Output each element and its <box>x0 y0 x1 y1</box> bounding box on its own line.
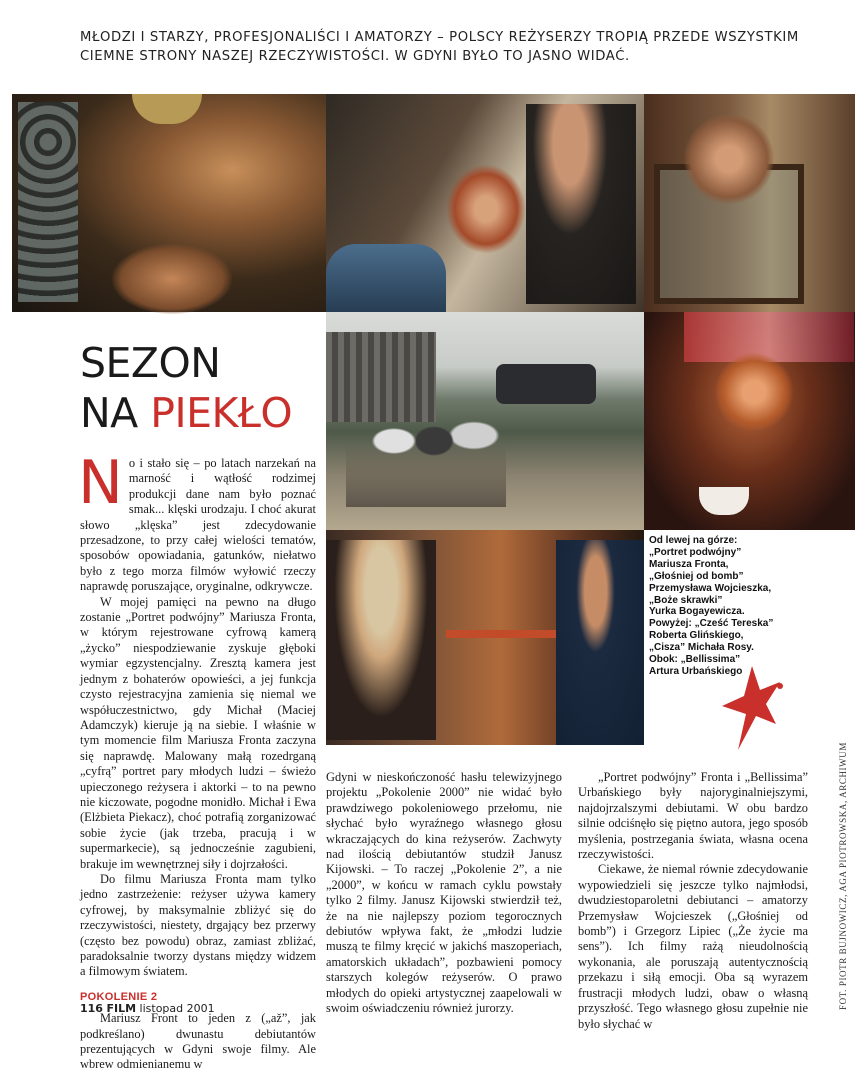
article-column-1: No i stało się – po latach narzekań na marność i wątłość rodzimej produkcji dane nam było poznać smak... klęski urodzaju. I choć akurat słowo „klęska” jest zdecydowanie przesadzone, to przy całej wielości tematów, sposobów opowiadania, gatunków, niełatwo było z tego morza filmów wyłowić rzeczy naprawdę poruszające, oryginalne, odkrywcze. W mojej pamięci na pewno na długo zostanie „Portret podwójny” Mariusza Fronta, w którym rejestrowane cyfrową kamerą „życko” niespodziewanie zyskuje głęboki wymiar egzystencjalny. Zresztą kamera jest jednym z bohaterów opowieści, a jej funkcja czysto rejestracyjna zamienia się niemal we współuczestnictwo, gdy Michał (Maciej Adamczyk) kieruje ją na siebie. I właśnie w tym momencie film Mariusza Fronta zaczyna się naprawdę. Malowany małą rozedrganą „cyfrą” portret pary młodych ludzi – świeżo upieczonego reżysera i aktorki – to na pewno nie kiczowate, pogodne monidło. Michał i Ewa (Elżbieta Piekacz), choć potrafią zorganizować sobie życie (jak trzeba, pracują i w supermarkecie), są jednocześnie zagubieni, brakuje im wewnętrznej siły i dojrzałości. Do filmu Mariusza Fronta mam tylko jedno zastrzeżenie: reżyser używa kamery cyfrowej, by maksymalnie zbliżyć się do rzeczywistości, niestety, drgający bez przerwy (często bez powodu) obraz, zamiast zbliżać, paradoksalnie tworzy dystans między widzem a filmowym światem. POKOLENIE 2 Mariusz Front to jeden z („až”, jak podkreślano) dwunastu debiutantów prezentujących w Gdyni swoje filmy. Ale wbrew odmienianemu w <box>78 448 316 1072</box>
festival-logo-icon <box>718 662 788 752</box>
still-portret-podwojny <box>12 94 326 312</box>
photo-caption: Od lewej na górze: „Portret podwójny” Mariusza Fronta, „Głośniej od bomb” Przemysława Wojcieszka, „Boże skrawki” Yurka Bogayewicza. Powyżej: „Cześć Tereska” Roberta Glińskiego, „Cisza” Michała Rosy. Obok: „Bellissima” Artura Urbańskiego <box>649 535 774 677</box>
article-deck: MŁODZI I STARZY, PROFESJONALIŚCI I AMATORZY – POLSCY REŻYSERZY TROPIĄ PRZEDE WSZYSTKIM CIEMNE STRONY NASZEJ RZECZYWISTOŚCI. W GDYNI BYŁO TO JASNO WIDAĆ. <box>80 30 799 64</box>
still-glosniej-od-bomb <box>326 94 644 312</box>
still-czesc-tereska <box>326 312 644 530</box>
article-column-2: Gdyni w nieskończoność hasłu telewizyjnego projektu „Pokolenie 2000” nie widać było prawdziwego pokoleniowego przełomu, nie słychać było wyraźnego własnego głosu wkraczających do kina reżyserów. Zachwyty nad ilością debiutantów studził Janusz Kijowski. – To raczej „Pokolenie 2”, a nie „2000”, w końcu w ramach cyklu powstały tylko 2 filmy. Janusz Kijowski stwierdził też, że na nie najlepszy poziom tegorocznych debiutów wpływa fakt, że „młodzi ludzie muszą te filmy kręcić w jakichś maszoperiach, amatorskich układach”, pozbawieni pomocy starszych kolegów reżyserów. O prawo młodych do opieki artystycznej zaapelowali w swoim oświadczeniu również jurorzy. <box>326 770 562 1016</box>
photo-credit: FOT. PIOTR BUJNOWICZ, AGA PIOTROWSKA, ARCHIWUM <box>838 742 848 1010</box>
still-bellissima <box>326 530 644 745</box>
drop-cap: N <box>78 448 123 518</box>
article-title: SEZON NA PIEKŁO <box>80 339 293 437</box>
article-column-3: „Portret podwójny” Fronta i „Bellissima” Urbańskiego były najoryginalniejszymi, najdojrzalszymi debiutami. W obu bardzo silnie odciśnęło się piętno autora, jego sposób myślenia, postrzegania świata, własna ocena rzeczywistości. Ciekawe, że niemal równie zdecydowanie wypowiedzieli się jeszcze tylko najmłodsi, dwudziestoparoletni debiutanci – amatorzy Przemysław Wojcieszek („Głośniej od bomb”) i Grzegorz Lipiec („Że życie ma sens”). Ich filmy rażą nieudolnością wykonania, ale poruszają autentycznością przekazu i siłą emocji. Oba są wyrazem frustracji młodych ludzi, obaw o własną przyszłość. Tego własnego głosu zupełnie nie było słychać w <box>578 770 808 1031</box>
still-boze-skrawki <box>644 94 855 312</box>
still-cisza <box>644 312 855 530</box>
subheading: POKOLENIE 2 <box>80 990 158 1003</box>
page-footer: 116 FILM listopad 2001 <box>80 1002 215 1015</box>
